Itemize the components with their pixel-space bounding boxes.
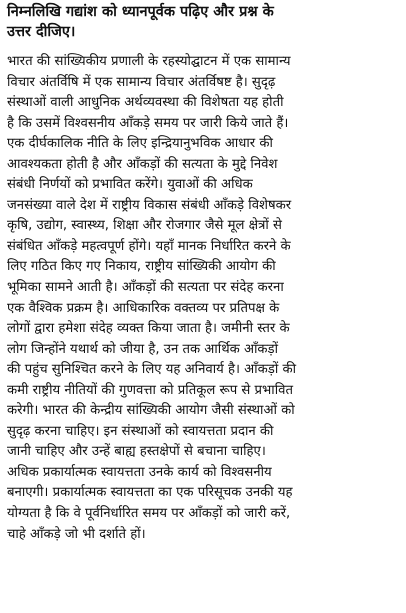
passage-line: अधिक प्रकार्यात्मक स्वायत्तता उनके कार्य को विश्वसनीय <box>7 464 272 480</box>
passage-line: चाहे आँकड़े जो भी दर्शाते हों। <box>7 526 146 542</box>
passage-line: योग्यता है कि वे पूर्वनिर्धारित समय पर आँकड़ों को जारी करें, <box>7 506 291 522</box>
passage-line: विचार अंतर्विषि में एक सामान्य विचार अंतर्विषष्ट है। सुदृढ़ <box>7 74 276 90</box>
passage-line: करेगी। भारत की केन्द्रीय सांख्यिकी आयोग जैसी संस्थाओं को <box>7 403 295 419</box>
passage-line: संबंधित आँकड़े महत्वपूर्ण होंगे। यहाँ मानक निर्धारित करने के <box>7 238 291 254</box>
passage-line: लोग जिन्होंने यथार्थ को जीया है, उन तक आर्थिक आँकड़ों <box>7 341 279 357</box>
passage-instruction-heading <box>7 2 401 42</box>
passage-line: लोगों द्वारा हमेशा संदेह व्यक्त किया जाता है। जमीनी स्तर के <box>7 321 290 337</box>
passage-line: बनाएगी। प्रकार्यात्मक स्वायत्तता का एक परिसूचक उनकी यह <box>7 485 293 501</box>
heading-line: उत्तर दीजिए। <box>7 24 76 40</box>
passage-line: जानी चाहिए और उन्हें बाह्य हस्तक्षेपों से बचाना चाहिए। <box>7 444 266 460</box>
passage-line: भूमिका सामने आती है। आँकड़ों की सत्यता पर संदेह करना <box>7 280 284 296</box>
passage-line: संबंधी निर्णयों को प्रभावित करेंगे। युवाओं की अधिक <box>7 177 253 193</box>
passage-line: भारत की सांख्यिकीय प्रणाली के रहस्योद्घाटन में एक सामान्य <box>7 54 291 69</box>
passage-line: आवश्यकता होती है और आँकड़ों की सत्यता के मुद्दे निवेश <box>7 156 278 172</box>
passage-line: एक दीर्घकालिक नीति के लिए इन्द्रियानुभविक आधार की <box>7 136 273 152</box>
passage-line: लिए गठित किए गए निकाय, राष्ट्रीय सांख्यिकी आयोग की <box>7 259 276 275</box>
passage-line: एक वैश्विक प्रक्रम है। आधिकारिक वक्तव्य पर प्रतिपक्ष के <box>7 300 280 316</box>
passage-line: जनसंख्या वाले देश में राष्ट्रीय विकास संबंधी आँकड़े विशेषकर <box>7 197 292 213</box>
heading-line: निम्नलिखि गद्यांश को ध्यानपूर्वक पढ़िए और प्रश्न के <box>7 4 274 20</box>
passage-line: कृषि, उद्योग, स्वास्थ्य, शिक्षा और रोजगार जैसे मूल क्षेत्रों से <box>7 218 282 234</box>
passage-line: संस्थाओं वाली आधुनिक अर्थव्यवस्था की विशेषता यह होती <box>7 95 284 111</box>
passage-line: कमी राष्ट्रीय नीतियों की गुणवत्ता को प्रतिकूल रूप से प्रभावित <box>7 382 293 398</box>
passage-line: सुदृढ़ करना चाहिए। इन संस्थाओं को स्वायत्तता प्रदान की <box>7 423 274 439</box>
passage-line: की पहुंच सुनिश्चित करने के लिए यह अनिवार्य है। आँकड़ों की <box>7 362 296 378</box>
passage-line: है कि उसमें विश्वसनीय आँकड़े समय पर जारी किये जाते हैं। <box>7 115 289 131</box>
passage-body <box>7 52 401 545</box>
